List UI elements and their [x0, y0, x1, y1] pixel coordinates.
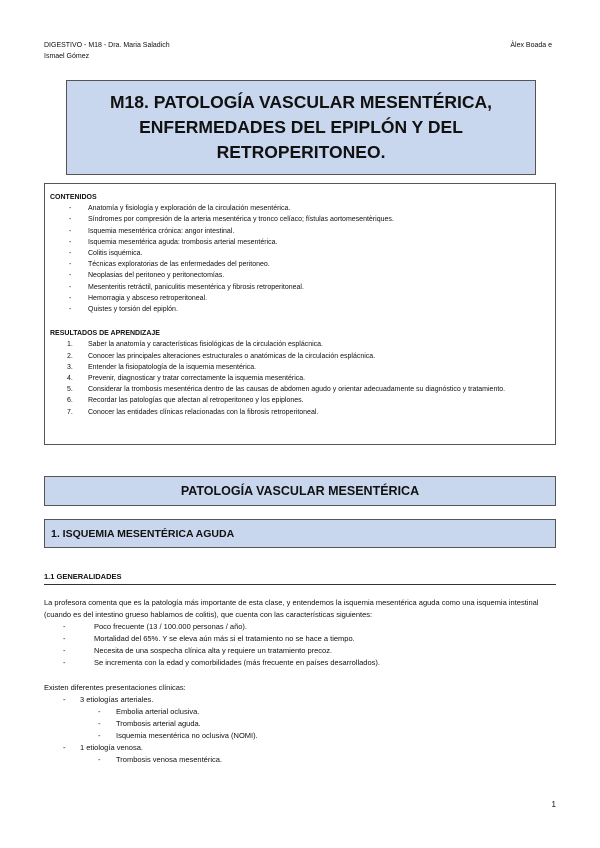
document-title: [110, 90, 492, 165]
list-item: - Neoplasias del peritoneo y peritonectomías.: [69, 272, 225, 280]
contents-box: [44, 183, 556, 445]
header-author-line: Ismael Gómez: [44, 53, 90, 60]
contenidos-list: [50, 203, 550, 315]
list-item: - Trombosis venosa mesentérica.: [98, 755, 223, 764]
list-item: 1. Saber la anatomía y características fisiológicas de la circulación esplácnica.: [67, 341, 324, 349]
presentaciones-intro: Existen diferentes presentaciones clínicas:: [44, 683, 186, 692]
header-course-line: DIGESTIVO - M18 - Dra. Maria Saladich: [44, 42, 170, 49]
title-line-1: M18. PATOLOGÍA VASCULAR MESENTÉRICA,: [109, 92, 493, 112]
list-item: - 1 etiología venosa.: [63, 743, 143, 752]
list-item: 7. Conocer las entidades clínicas relacionadas con la fibrosis retroperitoneal.: [67, 408, 319, 416]
list-item: 6. Recordar las patologías que afectan al retroperitoneo y los epiplones.: [67, 397, 304, 405]
list-item: 4. Prevenir, diagnosticar y tratar correctamente la isquemia mesentérica.: [67, 375, 306, 383]
list-item: - Mesenteritis retráctil, paniculitis mesentérica y fibrosis retroperitoneal.: [69, 283, 304, 291]
body-text: [44, 597, 556, 766]
list-item: - Síndromes por compresión de la arteria mesentérica y tronco celíaco; fístulas aortomesentèriques.: [69, 216, 394, 224]
running-header-right: Àlex Boada e: [510, 42, 552, 49]
list-item: - Necesita de una sospecha clínica alta y requiere un tratamiento precoz.: [63, 646, 333, 655]
list-item: - 3 etiologías arteriales.: [63, 695, 154, 704]
list-item: 5. Considerar la trombosis mesentérica dentro de las causas de abdomen agudo y orientar adecuadamente su diagnóstico y tratamiento.: [67, 386, 506, 394]
title-line-3: RETROPERITONEO.: [216, 142, 386, 162]
contenidos-label: CONTENIDOS: [50, 194, 97, 201]
list-item: - Isquemia mesentérica crónica: angor intestinal.: [69, 227, 235, 235]
intro-paragraph: La profesora comenta que es la patología más importante de esta clase, y entendemos la isquemia mesentérica aguda como una isquemia intestinal (cuando es del intestino grueso hablamos de colitis), que cuenta con las características siguientes:: [44, 598, 539, 619]
list-item: - Colitis isquémica.: [69, 250, 143, 258]
generalidades-heading: 1.1 GENERALIDADES: [44, 572, 556, 585]
list-item: 3. Entender la fisiopatología de la isquemia mesentérica.: [67, 363, 257, 371]
list-item: - Mortalidad del 65%. Y se eleva aún más si el tratamiento no se hace a tiempo.: [63, 634, 355, 643]
list-item: - Isquemia mesentérica aguda: trombosis arterial mesentérica.: [69, 238, 278, 246]
running-header-left: [44, 40, 170, 62]
list-item: - Se incrementa con la edad y comorbilidades (más frecuente en países desarrollados).: [63, 658, 380, 667]
list-item: - Poco frecuente (13 / 100.000 personas / año).: [63, 622, 248, 631]
resultados-label: RESULTADOS DE APRENDIZAJE: [50, 330, 160, 338]
section-heading: PATOLOGÍA VASCULAR MESENTÉRICA: [44, 476, 556, 506]
list-item: - Quistes y torsión del epiplón.: [69, 306, 178, 314]
list-item: 2. Conocer las principales alteraciones estructurales o anatómicas de la circulación esplácnica.: [67, 352, 376, 360]
caracteristicas-list: [44, 621, 556, 669]
list-item: - Anatomía y fisiología y exploración de la circulación mesentérica.: [69, 205, 291, 213]
list-item: - Trombosis arterial aguda.: [98, 719, 201, 728]
resultados-list: [50, 339, 550, 417]
page-number: 1: [551, 800, 556, 809]
title-box: [66, 80, 536, 175]
list-item: - Hemorragia y absceso retroperitoneal.: [69, 294, 208, 302]
list-item: - Técnicas exploratorias de las enfermedades del peritoneo.: [69, 261, 270, 269]
subsection-heading: 1. ISQUEMIA MESENTÉRICA AGUDA: [44, 519, 556, 548]
title-line-2: ENFERMEDADES DEL EPIPLÓN Y DEL: [139, 117, 463, 137]
list-item: - Embolia arterial oclusiva.: [98, 707, 200, 716]
etiologias-list: [44, 694, 556, 766]
list-item: - Isquemia mesentérica no oclusiva (NOMI).: [98, 731, 258, 740]
